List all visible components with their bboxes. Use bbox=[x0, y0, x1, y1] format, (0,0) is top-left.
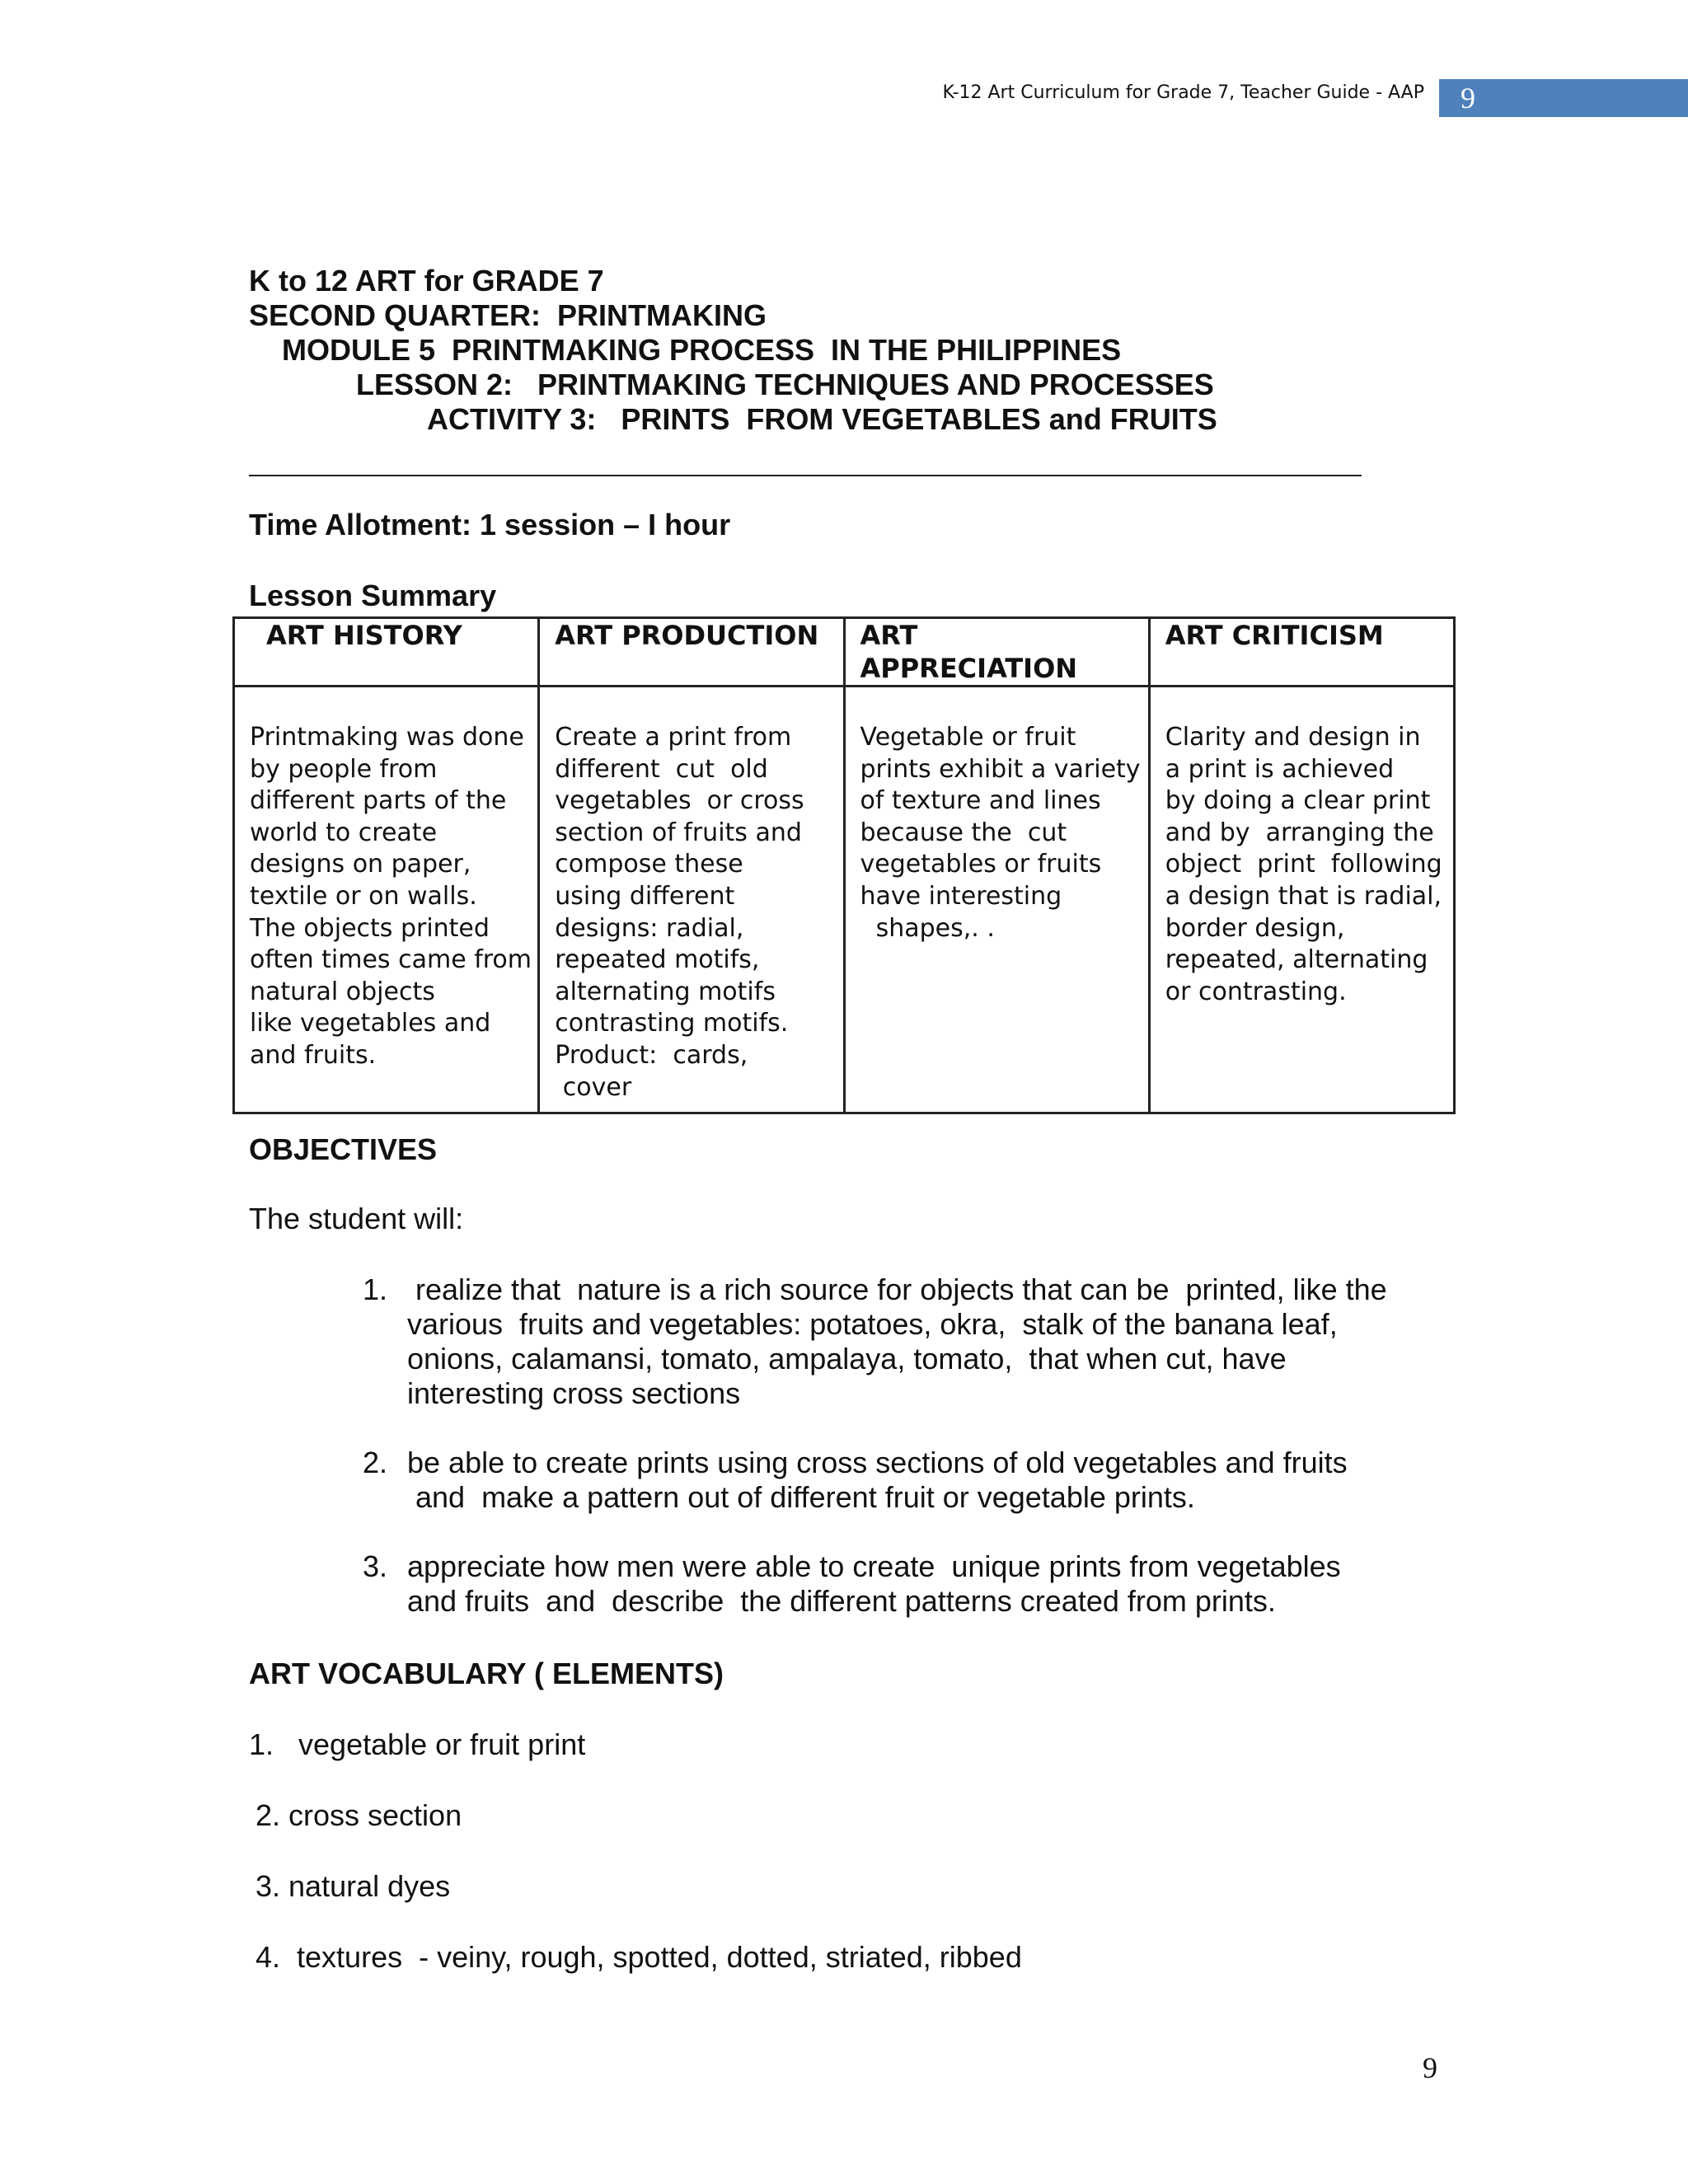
cell-text-line: Product: cards, bbox=[555, 1040, 748, 1070]
cell-text-line: different cut old bbox=[555, 754, 768, 784]
module-title: MODULE 5 PRINTMAKING PROCESS IN THE PHILIPPINES bbox=[282, 333, 1122, 367]
objectives-heading: OBJECTIVES bbox=[249, 1132, 438, 1166]
objective-number: 1. bbox=[363, 1272, 388, 1306]
cell-text-line: designs: radial, bbox=[555, 913, 744, 943]
cell-text-line: natural objects bbox=[250, 977, 435, 1006]
cell-text-line: have interesting bbox=[860, 881, 1062, 911]
objectives-intro: The student will: bbox=[249, 1202, 464, 1235]
cell-text-line: using different bbox=[555, 881, 735, 911]
objective-text-line: onions, calamansi, tomato, ampalaya, tomato, that when cut, have bbox=[407, 1342, 1287, 1376]
footer-page-number: 9 bbox=[1423, 2051, 1437, 2084]
vocabulary-item: 4. textures - veiny, rough, spotted, dotted, striated, ribbed bbox=[256, 1940, 1022, 1974]
header-art-criticism: ART CRITICISM bbox=[1149, 618, 1454, 687]
cell-text-line: often times came from bbox=[250, 945, 532, 975]
cell-text-line: contrasting motifs. bbox=[555, 1009, 789, 1038]
cell-text-line: vegetables or fruits bbox=[860, 850, 1102, 879]
cell-text-line: vegetables or cross bbox=[555, 786, 804, 816]
lesson-summary-table bbox=[232, 616, 1456, 1114]
time-allotment: Time Allotment: 1 session – I hour bbox=[249, 508, 731, 541]
table-header-row bbox=[234, 618, 1455, 687]
cell-text-line: by doing a clear print bbox=[1165, 786, 1431, 816]
cell-text-line: a design that is radial, bbox=[1165, 881, 1442, 911]
objective-number: 3. bbox=[363, 1549, 388, 1583]
cell-text-line: and fruits. bbox=[250, 1040, 377, 1070]
objective-text-line: realize that nature is a rich source for objects that can be printed, like the bbox=[407, 1272, 1387, 1306]
cell-text-line: different parts of the bbox=[250, 786, 507, 816]
cell-text-line: or contrasting. bbox=[1165, 977, 1347, 1006]
cell-art-history bbox=[234, 687, 539, 1113]
objective-item bbox=[363, 1272, 1387, 1411]
objective-text-line: interesting cross sections bbox=[407, 1376, 741, 1410]
cell-text-line: object print following bbox=[1165, 850, 1442, 879]
cell-text-line: Printmaking was done bbox=[250, 723, 524, 752]
table-row bbox=[234, 687, 1455, 1113]
cell-text-line: world to create bbox=[250, 818, 438, 847]
lesson-summary-heading: Lesson Summary bbox=[249, 579, 497, 612]
header-art-history: ART HISTORY bbox=[234, 618, 539, 687]
lesson-title-block bbox=[249, 264, 1217, 437]
running-header: K-12 Art Curriculum for Grade 7, Teacher Guide - AAP bbox=[942, 82, 1424, 103]
cell-text-line: border design, bbox=[1165, 913, 1345, 943]
cell-text-line: compose these bbox=[555, 850, 743, 879]
objective-number: 2. bbox=[363, 1446, 388, 1479]
cell-text-line: prints exhibit a variety bbox=[860, 754, 1141, 784]
cell-text-line: designs on paper, bbox=[250, 850, 471, 879]
cell-text-line: shapes,. . bbox=[860, 913, 995, 943]
objective-text-line: be able to create prints using cross sections of old vegetables and fruits bbox=[407, 1446, 1348, 1479]
objective-text-line: various fruits and vegetables: potatoes, okra, stalk of the banana leaf, bbox=[407, 1307, 1338, 1341]
cell-text-line: Clarity and design in bbox=[1165, 723, 1421, 752]
vocabulary-item: 3. natural dyes bbox=[256, 1869, 451, 1903]
cell-text-line: like vegetables and bbox=[250, 1009, 491, 1038]
cell-text-line: The objects printed bbox=[250, 913, 490, 943]
objective-text-line: and make a pattern out of different fruit or vegetable prints. bbox=[407, 1480, 1195, 1514]
cell-text-line: of texture and lines bbox=[860, 786, 1101, 816]
vocabulary-item: 1. vegetable or fruit print bbox=[249, 1727, 586, 1761]
vocabulary-heading: ART VOCABULARY ( ELEMENTS) bbox=[249, 1657, 724, 1690]
cell-art-criticism bbox=[1149, 687, 1454, 1113]
cell-text-line: by people from bbox=[250, 754, 438, 784]
cell-text-line: textile or on walls. bbox=[250, 881, 477, 911]
title-line: K to 12 ART for GRADE 7 bbox=[249, 264, 604, 298]
cell-text-line: repeated, alternating bbox=[1165, 945, 1428, 975]
objective-text-line: and fruits and describe the different patterns created from prints. bbox=[407, 1584, 1276, 1618]
cell-text-line: and by arranging the bbox=[1165, 818, 1434, 847]
header-art-appreciation: ART APPRECIATION bbox=[844, 618, 1149, 687]
cell-text-line: cover bbox=[555, 1072, 632, 1102]
horizontal-rule bbox=[249, 475, 1362, 476]
vocabulary-item: 2. cross section bbox=[256, 1798, 462, 1832]
page-number-badge: 9 bbox=[1439, 79, 1688, 117]
cell-art-appreciation bbox=[844, 687, 1149, 1113]
objectives-list bbox=[363, 1272, 1387, 1653]
objective-item bbox=[363, 1446, 1387, 1515]
objective-text-line: appreciate how men were able to create unique prints from vegetables bbox=[407, 1549, 1341, 1583]
cell-text-line: Vegetable or fruit bbox=[860, 723, 1076, 752]
cell-text-line: Create a print from bbox=[555, 723, 792, 752]
cell-text-line: alternating motifs bbox=[555, 977, 776, 1006]
cell-text-line: repeated motifs, bbox=[555, 945, 760, 975]
cell-text-line: a print is achieved bbox=[1165, 754, 1395, 784]
lesson-title: LESSON 2: PRINTMAKING TECHNIQUES AND PROCESSES bbox=[356, 368, 1214, 401]
title-line: SECOND QUARTER: PRINTMAKING bbox=[249, 298, 767, 332]
cell-text-line: section of fruits and bbox=[555, 818, 802, 847]
cell-text-line: because the cut bbox=[860, 818, 1067, 847]
objective-item bbox=[363, 1549, 1387, 1619]
activity-title: ACTIVITY 3: PRINTS FROM VEGETABLES and FRUITS bbox=[427, 402, 1217, 436]
cell-art-production bbox=[539, 687, 844, 1113]
header-art-production: ART PRODUCTION bbox=[539, 618, 844, 687]
